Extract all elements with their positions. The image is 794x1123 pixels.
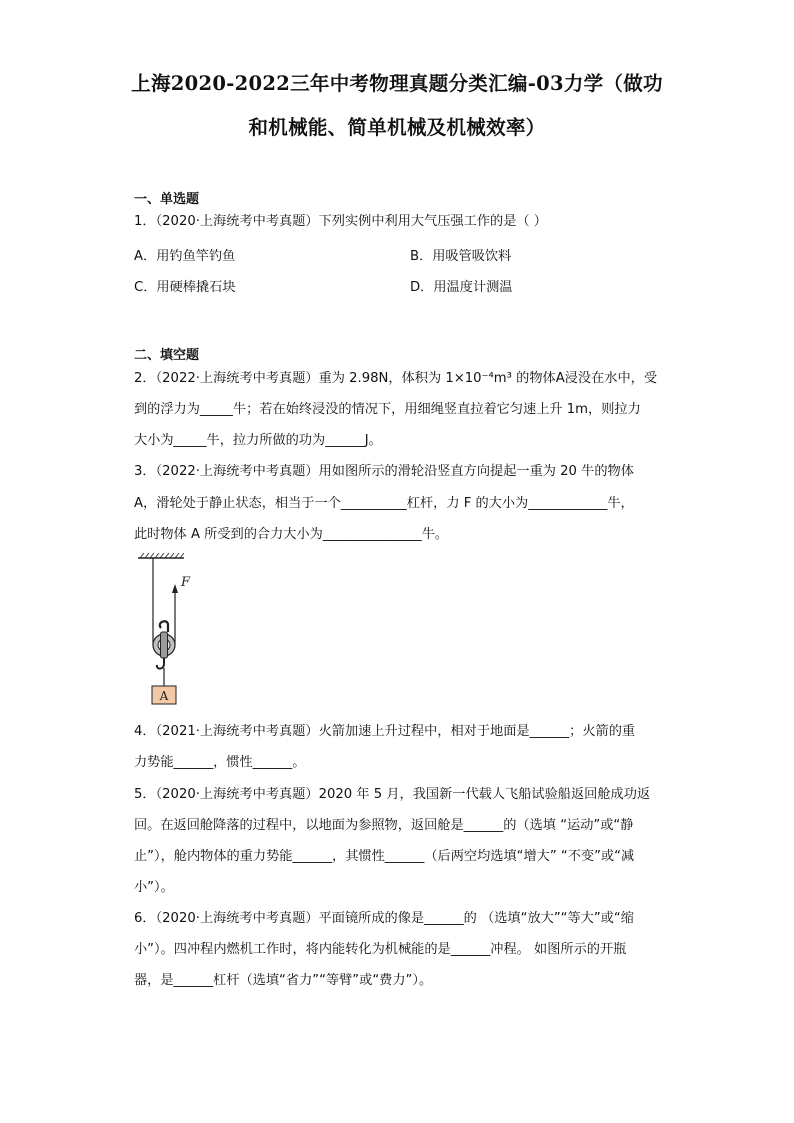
question-1-text: 1．（2020·上海统考中考真题）下列实例中利用大气压强工作的是（ ） bbox=[134, 214, 547, 229]
document-title-line2: 和机械能、简单机械及机械效率） bbox=[248, 116, 546, 139]
question-1-option-d: D．用温度计测温 bbox=[410, 280, 513, 295]
pulley-diagram bbox=[134, 548, 204, 708]
question-6-line: 6．（2020·上海统考中考真题）平面镜所成的像是______的 （选填“放大”“等大”或“缩 bbox=[134, 911, 634, 926]
question-5-line: 回。在返回舱降落的过程中，以地面为参照物，返回舱是______的（选填 “运动”或“静 bbox=[134, 818, 634, 833]
question-3-line: A，滑轮处于静止状态，相当于一个__________杠杆，力 F 的大小为____________牛， bbox=[134, 496, 634, 511]
question-2-line: 到的浮力为_____牛；若在始终浸没的情况下，用细绳竖直拉着它匀速上升 1m，则拉力 bbox=[134, 402, 641, 417]
question-2-line: 大小为_____牛，拉力所做的功为______J。 bbox=[134, 433, 382, 448]
question-5-line: 止”），舱内物体的重力势能______，其惯性______（后两空均选填“增大” “不变”或“减 bbox=[134, 849, 635, 864]
question-6-line: 小”）。四冲程内燃机工作时，将内能转化为机械能的是______冲程。 如图所示的开瓶 bbox=[134, 942, 627, 957]
question-4-line: 力势能______，惯性______。 bbox=[134, 755, 306, 770]
force-arrowhead bbox=[172, 584, 178, 593]
question-5-line: 5．（2020·上海统考中考真题）2020 年 5 月，我国新一代载人飞船试验船返回舱成功返 bbox=[134, 787, 651, 802]
question-2-line: 2．（2022·上海统考中考真题）重为 2.98N，体积为 1×10⁻⁴m³ 的物体A浸没在水中，受 bbox=[134, 371, 658, 386]
question-5-line: 小”）。 bbox=[134, 880, 174, 895]
force-label: F bbox=[181, 575, 191, 590]
pulley-bottom-hook bbox=[157, 658, 164, 669]
question-1-option-c: C．用硬棒撬石块 bbox=[134, 280, 236, 295]
pulley-top-hook bbox=[160, 621, 168, 632]
question-3-line: 3．（2022·上海统考中考真题）用如图所示的滑轮沿竖直方向提起一重为 20 牛的物体 bbox=[134, 464, 634, 479]
document-title-line1: 上海2020-2022三年中考物理真题分类汇编-03力学（做功 bbox=[131, 72, 663, 95]
section-heading-single-choice: 一、单选题 bbox=[134, 192, 200, 207]
block-a-label: A bbox=[159, 689, 169, 703]
question-3-line: 此时物体 A 所受到的合力大小为_______________牛。 bbox=[134, 527, 449, 542]
question-1-option-b: B．用吸管吸饮料 bbox=[410, 249, 512, 264]
question-4-line: 4．（2021·上海统考中考真题）火箭加速上升过程中，相对于地面是______；火箭的重 bbox=[134, 724, 636, 739]
question-6-line: 器，是______杠杆（选填“省力”“等臂”或“费力”）。 bbox=[134, 973, 433, 988]
pulley-frame bbox=[161, 632, 168, 658]
question-1-option-a: A．用钓鱼竿钓鱼 bbox=[134, 249, 236, 264]
section-heading-fill-in: 二、填空题 bbox=[134, 348, 200, 363]
